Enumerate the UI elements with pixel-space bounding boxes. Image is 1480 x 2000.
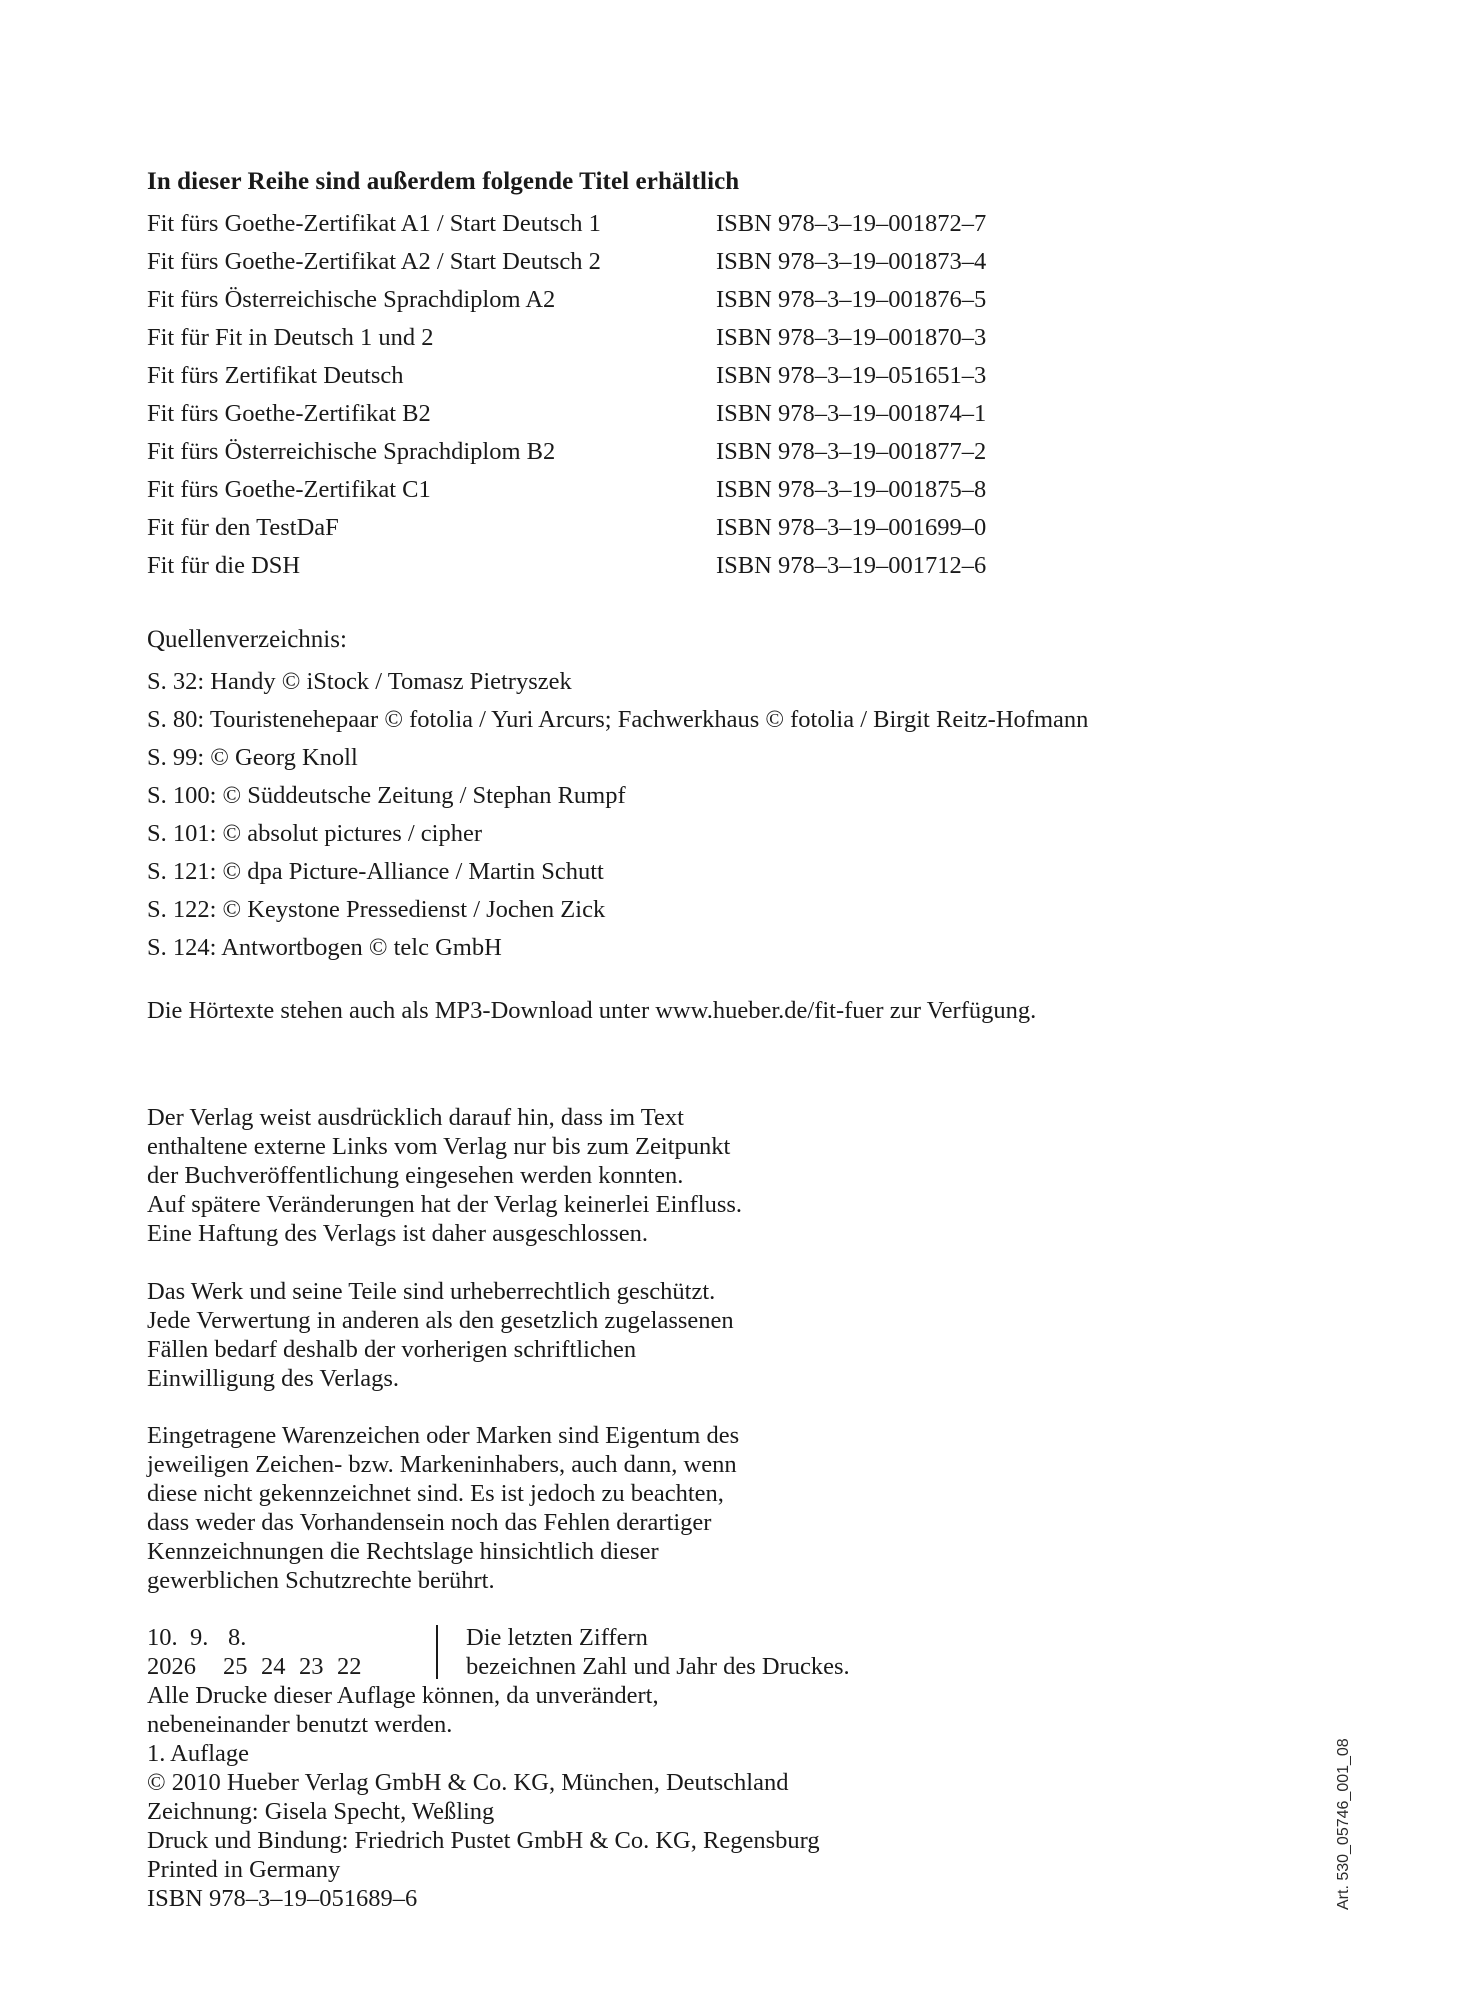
series-item-title: Fit fürs Österreichische Sprachdiplom A2 (147, 286, 556, 313)
text-line: Alle Drucke dieser Auflage können, da unverändert, (147, 1682, 659, 1709)
illustration-credit: Zeichnung: Gisela Specht, Weßling (147, 1798, 495, 1825)
series-item-title: Fit für die DSH (147, 552, 301, 579)
series-title-list (147, 205, 1047, 585)
source-item: S. 124: Antwortbogen © telc GmbH (147, 934, 502, 961)
print-run-indicator (147, 1623, 850, 1681)
series-item-title: Fit fürs Goethe-Zertifikat B2 (147, 400, 431, 427)
text-line: Eine Haftung des Verlags ist daher ausgeschlossen. (147, 1220, 648, 1247)
series-item-title: Fit fürs Goethe-Zertifikat A2 / Start Deutsch 2 (147, 248, 601, 275)
series-item (147, 471, 1047, 509)
source-item: S. 80: Touristenehepaar © fotolia / Yuri Arcurs; Fachwerkhaus © fotolia / Birgit Reitz-Hofmann (147, 706, 1089, 733)
printed-in: Printed in Germany (147, 1856, 341, 1883)
text-line: dass weder das Vorhandensein noch das Fehlen derartiger (147, 1509, 712, 1536)
print-run-number: 9. (190, 1624, 209, 1651)
sources-heading: Quellenverzeichnis: (147, 626, 347, 653)
series-item-title: Fit für den TestDaF (147, 514, 339, 541)
print-run-number: 8. (228, 1624, 247, 1651)
source-item: S. 32: Handy © iStock / Tomasz Pietryszek (147, 668, 572, 695)
source-item: S. 100: © Süddeutsche Zeitung / Stephan Rumpf (147, 782, 626, 809)
series-item-title: Fit fürs Goethe-Zertifikat C1 (147, 476, 431, 503)
series-item (147, 433, 1047, 471)
series-item-isbn: ISBN 978–3–19–001876–5 (716, 286, 987, 313)
source-item: S. 122: © Keystone Pressedienst / Jochen Zick (147, 896, 606, 923)
text-line: enthaltene externe Links vom Verlag nur bis zum Zeitpunkt (147, 1133, 731, 1160)
series-item (147, 547, 1047, 585)
series-item-title: Fit fürs Österreichische Sprachdiplom B2 (147, 438, 556, 465)
text-line: bezeichnen Zahl und Jahr des Druckes. (466, 1653, 850, 1680)
print-year: 2026 (147, 1653, 196, 1680)
text-line: Der Verlag weist ausdrücklich darauf hin, dass im Text (147, 1104, 684, 1131)
imprint-block (147, 1623, 850, 1913)
series-item-isbn: ISBN 978–3–19–001874–1 (716, 400, 987, 427)
series-item (147, 281, 1047, 319)
series-item-isbn: ISBN 978–3–19–001875–8 (716, 476, 987, 503)
print-run-description (466, 1623, 850, 1681)
series-item (147, 509, 1047, 547)
series-item-isbn: ISBN 978–3–19–001699–0 (716, 514, 987, 541)
article-number: Art. 530_05746_001_08 (1335, 1738, 1352, 1910)
series-item (147, 319, 1047, 357)
text-line: diese nicht gekennzeichnet sind. Es ist jedoch zu beachten, (147, 1480, 724, 1507)
series-item-title: Fit fürs Goethe-Zertifikat A1 / Start Deutsch 1 (147, 210, 601, 237)
text-line: Einwilligung des Verlags. (147, 1365, 400, 1392)
series-item-isbn: ISBN 978–3–19–001872–7 (716, 210, 987, 237)
series-item (147, 357, 1047, 395)
printer-credit: Druck und Bindung: Friedrich Pustet GmbH & Co. KG, Regensburg (147, 1827, 820, 1854)
series-item (147, 205, 1047, 243)
text-line: Jede Verwertung in anderen als den gesetzlich zugelassenen (147, 1307, 734, 1334)
links-disclaimer (147, 1103, 742, 1248)
text-line: gewerblichen Schutzrechte berührt. (147, 1567, 495, 1594)
print-year: 24 (261, 1653, 286, 1680)
series-item-isbn: ISBN 978–3–19–001870–3 (716, 324, 987, 351)
copyright-notice (147, 1277, 734, 1393)
series-item (147, 243, 1047, 281)
sources-list (147, 663, 1088, 967)
print-year: 23 (299, 1653, 324, 1680)
print-run-number: 10. (147, 1624, 178, 1651)
trademark-notice (147, 1421, 739, 1595)
text-line: Das Werk und seine Teile sind urheberrechtlich geschützt. (147, 1278, 716, 1305)
book-isbn: ISBN 978–3–19–051689–6 (147, 1885, 418, 1912)
series-item-isbn: ISBN 978–3–19–001877–2 (716, 438, 987, 465)
download-note: Die Hörtexte stehen auch als MP3-Download unter www.hueber.de/fit-fuer zur Verfügung. (147, 997, 1037, 1024)
text-line: der Buchveröffentlichung eingesehen werden konnten. (147, 1162, 684, 1189)
vertical-divider (436, 1625, 438, 1679)
text-line: jeweiligen Zeichen- bzw. Markeninhabers, auch dann, wenn (147, 1451, 737, 1478)
source-item: S. 121: © dpa Picture-Alliance / Martin Schutt (147, 858, 604, 885)
edition: 1. Auflage (147, 1740, 250, 1767)
series-item (147, 395, 1047, 433)
text-line: Eingetragene Warenzeichen oder Marken sind Eigentum des (147, 1422, 740, 1449)
text-line: Kennzeichnungen die Rechtslage hinsichtlich dieser (147, 1538, 659, 1565)
series-item-isbn: ISBN 978–3–19–051651–3 (716, 362, 987, 389)
series-item-title: Fit für Fit in Deutsch 1 und 2 (147, 324, 434, 351)
series-item-isbn: ISBN 978–3–19–001873–4 (716, 248, 987, 275)
series-heading: In dieser Reihe sind außerdem folgende Titel erhältlich (147, 168, 740, 195)
series-item-title: Fit fürs Zertifikat Deutsch (147, 362, 404, 389)
text-line: Auf spätere Veränderungen hat der Verlag keinerlei Einfluss. (147, 1191, 743, 1218)
text-line: nebeneinander benutzt werden. (147, 1711, 453, 1738)
text-line: Fällen bedarf deshalb der vorherigen schriftlichen (147, 1336, 637, 1363)
series-item-isbn: ISBN 978–3–19–001712–6 (716, 552, 987, 579)
source-item: S. 99: © Georg Knoll (147, 744, 358, 771)
print-year: 22 (337, 1653, 362, 1680)
source-item: S. 101: © absolut pictures / cipher (147, 820, 483, 847)
text-line: Die letzten Ziffern (466, 1624, 648, 1651)
print-year: 25 (223, 1653, 248, 1680)
publisher-copyright: © 2010 Hueber Verlag GmbH & Co. KG, München, Deutschland (147, 1769, 789, 1796)
